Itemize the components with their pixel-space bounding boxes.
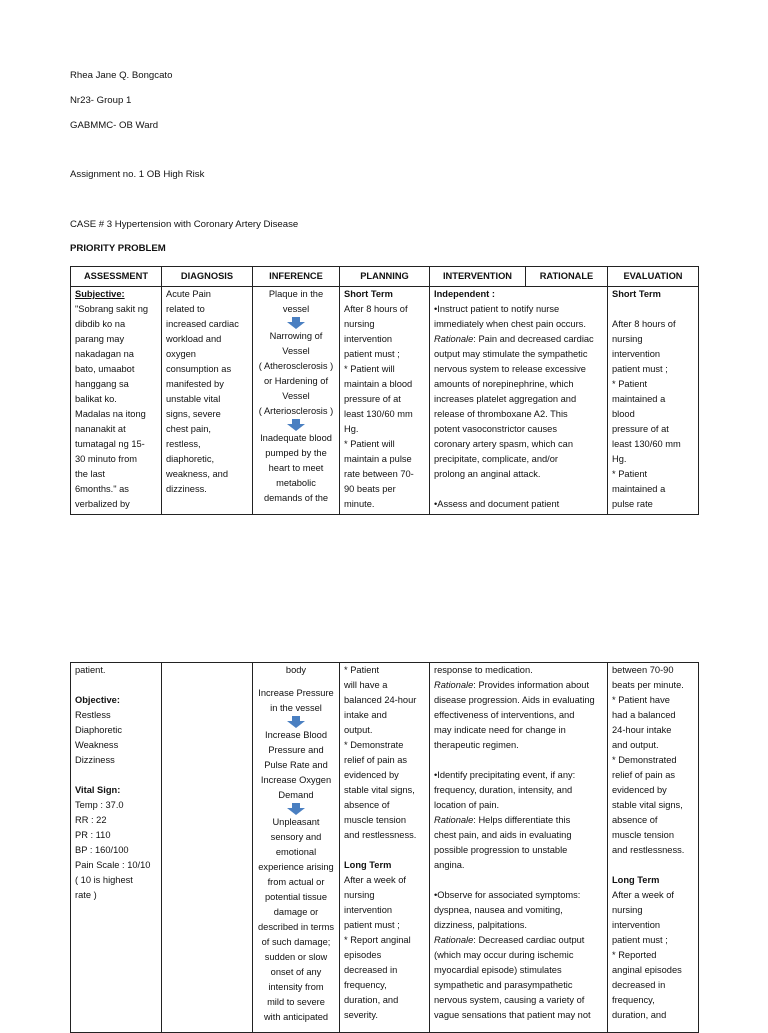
- rationale-text: Rationale: Decreased cardiac output (which may occur during ischemic myocardial episode) stimulates sympathetic and parasympathetic nervous system, causing a variety of vague sensations that patient may not: [434, 935, 591, 1020]
- case-title: CASE # 3 Hypertension with Coronary Artery Disease: [70, 219, 299, 230]
- planning-text: * Patient will have a balanced 24-hour intake and output. * Demonstrate relief of pain as evidenced by stable vital signs, absence of muscle tension and restlessness.: [344, 665, 417, 840]
- table-row: [71, 663, 699, 1033]
- assessment-cell: [71, 287, 162, 515]
- inference-text: body: [285, 665, 307, 675]
- care-plan-table-page1: [70, 266, 699, 515]
- assignment-title: Assignment no. 1 OB High Risk: [70, 169, 205, 180]
- inference-text: Increase Blood Pressure and Pulse Rate and Increase Oxygen Demand: [260, 730, 332, 800]
- diagnosis-cell: Acute Pain related to increased cardiac workload and oxygen consumption as manifested by unstable vital signs, severe chest pain, restless, diaphoretic, weakness, and dizziness.: [162, 287, 253, 515]
- evaluation-text: between 70-90 beats per minute. * Patient have had a balanced 24-hour intake and output. * Demonstrated relief of pain as evidenced by stable vital signs, absence of muscle tension and restlessness.: [612, 665, 685, 855]
- intervention-item: •Instruct patient to notify nurse immediately when chest pain occurs.: [434, 304, 586, 329]
- student-group: Nr23- Group 1: [70, 95, 132, 106]
- inference-text: Increase Pressure in the vessel: [258, 688, 334, 713]
- intervention-item: •Identify precipitating event, if any: frequency, duration, intensity, and location of pain.: [434, 770, 576, 810]
- planning-cell: [340, 663, 430, 1033]
- rationale-label: Rationale: [434, 334, 474, 344]
- inference-cell: [253, 663, 340, 1033]
- objective-heading: Objective:: [75, 695, 120, 705]
- assessment-text: patient.: [75, 665, 106, 675]
- col-rationale: RATIONALE: [526, 267, 608, 287]
- vital-sign-heading: Vital Sign:: [75, 785, 121, 795]
- col-assessment: ASSESSMENT: [71, 267, 162, 287]
- care-plan-table-page2: [70, 662, 699, 1033]
- table-header-row: [71, 267, 699, 287]
- long-term-heading: Long Term: [612, 875, 660, 885]
- intervention-rationale-cell: [430, 287, 608, 515]
- inference-text: Unpleasant sensory and emotional experience arising from actual or potential tissue damage or described in terms of such damage; sudden or slow onset of any intensity from mild to severe with anticipated: [258, 817, 334, 1022]
- short-term-heading: Short Term: [612, 289, 661, 299]
- vital-sign-text: Temp : 37.0 RR : 22 PR : 110 BP : 160/100 Pain Scale : 10/10 ( 10 is highest rate ): [75, 800, 151, 900]
- inference-text: Plaque in the vessel: [268, 289, 324, 314]
- col-intervention: INTERVENTION: [430, 267, 526, 287]
- table-row: [71, 287, 699, 515]
- planning-text: After a week of nursing intervention patient must ; * Report anginal episodes decreased in frequency, duration, and severity.: [344, 875, 411, 1020]
- evaluation-cell: [608, 663, 699, 1033]
- down-arrow-icon: [286, 317, 306, 329]
- evaluation-text: After 8 hours of nursing intervention patient must ; * Patient maintained a blood pressure of at least 130/60 mm Hg. * Patient maintained a pulse rate: [612, 319, 681, 509]
- col-diagnosis: DIAGNOSIS: [162, 267, 253, 287]
- col-planning: PLANNING: [340, 267, 430, 287]
- priority-problem-heading: PRIORITY PROBLEM: [70, 243, 166, 254]
- rationale-text: Rationale: Provides information about disease progression. Aids in evaluating effectiveness of interventions, and may indicate need for change in therapeutic regimen.: [434, 680, 595, 750]
- inference-cell: [253, 287, 340, 515]
- planning-cell: [340, 287, 430, 515]
- subjective-text: "Sobrang sakit ng dibdib ko na parang may nakadagan na bato, umaabot hanggang sa balikat ko. Madalas na itong nananakit at tumatagal ng 15- 30 minuto from the last 6months." as verbalized by: [75, 304, 149, 509]
- intervention-item: •Observe for associated symptoms: dyspnea, nausea and vomiting, dizziness, palpitations.: [434, 890, 581, 930]
- down-arrow-icon: [286, 803, 306, 815]
- inference-text: Narrowing of Vessel ( Atherosclerosis ) or Hardening of Vessel ( Arteriosclerosis ): [258, 331, 334, 416]
- independent-heading: Independent :: [434, 289, 495, 299]
- intervention-rationale-cell: [430, 663, 608, 1033]
- planning-text: After 8 hours of nursing intervention patient must ; * Patient will maintain a blood pressure of at least 130/60 mm Hg. * Patient will maintain a pulse rate between 70- 90 beats per minute.: [344, 304, 414, 509]
- student-name: Rhea Jane Q. Bongcato: [70, 70, 173, 81]
- intervention-item: •Assess and document patient: [434, 499, 560, 509]
- rationale-text: Rationale: Pain and decreased cardiac output may stimulate the sympathetic nervous system to release excessive amounts of norepinephrine, which increases platelet aggregation and release of thromboxane A2. This potent vasoconstrictor causes coronary artery spasm, which can precipitate, complicate, and/or prolong an anginal attack.: [434, 334, 594, 479]
- short-term-heading: Short Term: [344, 289, 393, 299]
- objective-text: Restless Diaphoretic Weakness Dizziness: [75, 710, 123, 765]
- col-inference: INFERENCE: [253, 267, 340, 287]
- evaluation-text: After a week of nursing intervention patient must ; * Reported anginal episodes decreased in frequency, duration, and: [612, 890, 682, 1020]
- diagnosis-cell: [162, 663, 253, 1033]
- ward-name: GABMMC- OB Ward: [70, 120, 159, 131]
- subjective-heading: Subjective:: [75, 289, 125, 299]
- col-evaluation: EVALUATION: [608, 267, 699, 287]
- inference-text: Inadequate blood pumped by the heart to meet metabolic demands of the: [260, 433, 332, 503]
- intervention-item: response to medication.: [434, 665, 533, 675]
- assessment-cell: [71, 663, 162, 1033]
- rationale-text: Rationale: Helps differentiate this chest pain, and aids in evaluating possible progression to unstable angina.: [434, 815, 572, 870]
- down-arrow-icon: [286, 716, 306, 728]
- long-term-heading: Long Term: [344, 860, 392, 870]
- down-arrow-icon: [286, 419, 306, 431]
- evaluation-cell: [608, 287, 699, 515]
